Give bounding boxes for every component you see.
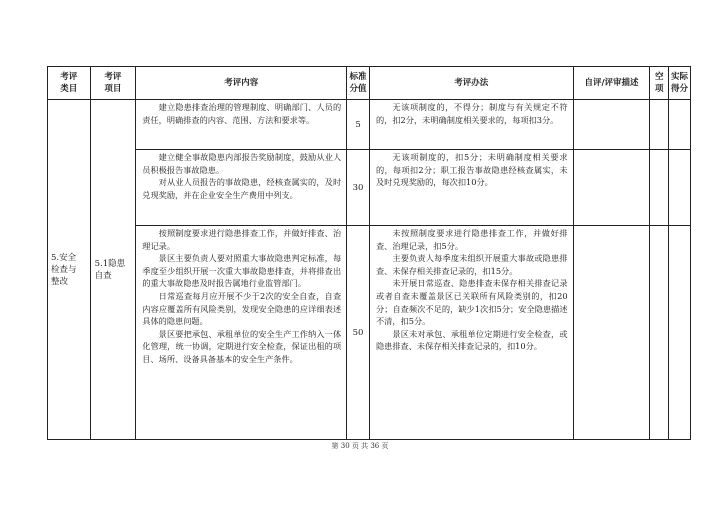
header-score: 标准 分值 (347, 67, 370, 100)
method-cell: 未按照制度要求进行隐患排查工作，并做好排查、治理记录，扣5分。 主要负责人每季度未组织开展重大事故或隐患排查、未保存相关排查记录的，扣15分。 未开展日常巡查、隐患排查未保存相关排查记录或者自查未覆盖景区已关联所有风险类别的，扣20分；自查频次不足的，缺少1次扣5分；安全隐患描述不清，扣5分。 景区未对承包、承租单位定期进行安全检查，或隐患排查、未保存相关排查记录的，扣10分。 (369, 226, 573, 440)
score-cell: 30 (347, 150, 370, 226)
header-method: 考评办法 (369, 67, 573, 100)
header-actual: 实际 得分 (669, 67, 691, 100)
table-row (48, 226, 691, 440)
blank-cell (650, 100, 669, 150)
table-row (48, 150, 691, 226)
header-review: 自评/评审描述 (573, 67, 650, 100)
blank-cell (650, 226, 669, 440)
content-cell: 按照制度要求进行隐患排查工作，并做好排查、治理记录。 景区主要负责人要对照重大事故隐患判定标准，每季度至少组织开展一次重大事故隐患排查，并将排查出的重大事故隐患及时报告属地行业监管部门。 日常巡查每月应开展不少于2次的安全自查，自查内容应覆盖所有风险类别，发现安全隐患的应详细表述具体的隐患问题。 景区要把承包、承租单位的安全生产工作纳入一体化管理，统一协调，定期进行安全检查，保证出租的项目、场所、设备具备基本的安全生产条件。 (136, 226, 347, 440)
method-cell: 无该项制度的，不得分；制度与有关规定不符的，扣2分，未明确制度相关要求的，每项扣3分。 (369, 100, 573, 150)
page-footer: 第 30 页 共 36 页 (331, 442, 389, 450)
blank-cell (650, 150, 669, 226)
header-item: 考评 项目 (90, 67, 136, 100)
category-cell: 5.安全 检查与 整改 (48, 100, 91, 440)
actual-score-cell (669, 150, 691, 226)
review-cell (573, 100, 650, 150)
item-cell: 5.1隐患 自查 (90, 100, 136, 440)
content-cell: 建立健全事故隐患内部报告奖励制度，鼓励从业人员积极报告事故隐患。 对从业人员报告的事故隐患，经核查属实的，及时兑现奖励，并在企业安全生产费用中列支。 (136, 150, 347, 226)
evaluation-table (47, 66, 691, 440)
header-category: 考评 类目 (48, 67, 91, 100)
review-cell (573, 150, 650, 226)
header-row (48, 67, 691, 100)
actual-score-cell (669, 226, 691, 440)
method-cell: 无该项制度的，扣5分；未明确制度相关要求的，每项扣2分；职工报告事故隐患经核查属实，未及时兑现奖励的，每次扣10分。 (369, 150, 573, 226)
score-cell: 5 (347, 100, 370, 150)
content-cell: 建立隐患排查治理的管理制度、明确部门、人员的责任，明确排查的内容、范围、方法和要求等。 (136, 100, 347, 150)
header-content: 考评内容 (136, 67, 347, 100)
table-row (48, 100, 691, 150)
actual-score-cell (669, 100, 691, 150)
score-cell: 50 (347, 226, 370, 440)
review-cell (573, 226, 650, 440)
header-blank: 空 项 (650, 67, 669, 100)
